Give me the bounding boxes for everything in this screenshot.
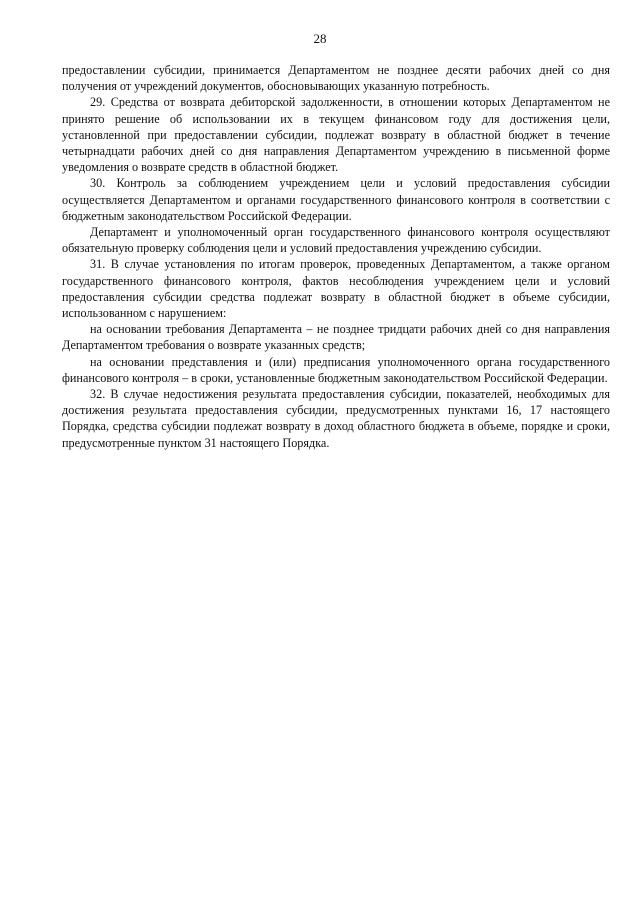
document-body	[62, 62, 610, 451]
paragraph-29: 29. Средства от возврата дебиторской задолженности, в отношении которых Департаментом не принято решение об использовании их в текущем финансовом году для достижения цели, установленной при предоставлении субсидии, подлежат возврату в областной бюджет в течение четырнадцати рабочих дней со дня направления Департаментом учреждению в письменной форме уведомления о возврате средств в областной бюджет.	[62, 95, 610, 175]
paragraph-continuation: предоставлении субсидии, принимается Департаментом не позднее десяти рабочих дней со дня получения от учреждений документов, обосновывающих указанную потребность.	[62, 63, 610, 94]
page-number: 28	[313, 31, 327, 46]
paragraph-32: 32. В случае недостижения результата предоставления субсидии, показателей, необходимых для достижения результата предоставления субсидии, предусмотренных пунктами 16, 17 настоящего Порядка, средства субсидии подлежат возврату в доход областного бюджета в объеме, порядке и сроки, предусмотренные пунктом 31 настоящего Порядка.	[62, 387, 610, 450]
paragraph-31-department-requirement: на основании требования Департамента – не позднее тридцати рабочих дней со дня направления Департаментом требования о возврате указанных средств;	[62, 322, 610, 353]
paragraph-31: 31. В случае установления по итогам проверок, проведенных Департаментом, а также органом государственного финансового контроля, фактов несоблюдения учреждением цели и условий предоставления субсидии средства подлежат возврату в областной бюджет в объеме субсидии, использованном с нарушением:	[62, 257, 610, 321]
paragraph-30-verification: Департамент и уполномоченный орган государственного финансового контроля осуществляют обязательную проверку соблюдения цели и условий предоставления учреждению субсидии.	[62, 225, 610, 256]
paragraph-30: 30. Контроль за соблюдением учреждением цели и условий предоставления субсидии осуществляется Департаментом и органами государственного финансового контроля в соответствии с бюджетным законодательством Российской Федерации.	[62, 176, 610, 223]
paragraph-31-control-order: на основании представления и (или) предписания уполномоченного органа государственного финансового контроля – в сроки, установленные бюджетным законодательством Российской Федерации.	[62, 354, 610, 385]
